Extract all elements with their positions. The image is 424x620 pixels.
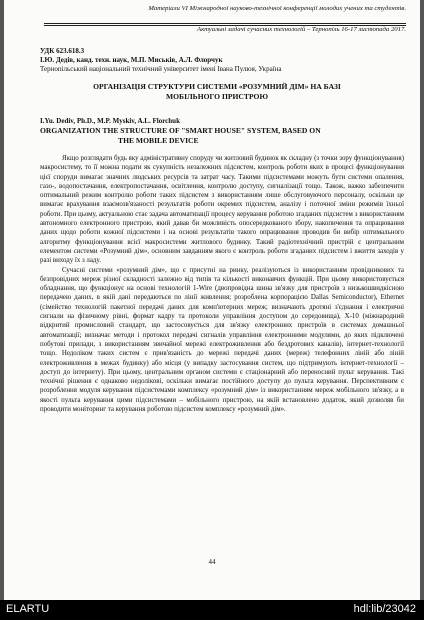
title-english-line-2: THE MOBILE DEVICE (118, 135, 199, 145)
repository-footer (0, 600, 424, 620)
handle-id: hdl:lib/23042 (353, 603, 416, 615)
header-line-2: Актуальні задачі сучасних технологій – Тернопіль 16-17 листопада 2017. (196, 26, 406, 33)
affiliation: Тернопільський національний технічний університет імені Івана Пулюя, Україна (40, 65, 282, 73)
header-line-1: Матеріали VI Міжнародної науково-технічної конференції молодих учених та студентів. (148, 5, 406, 12)
udk-code: УДК 623.618.3 (40, 47, 85, 55)
page-number: 44 (208, 558, 216, 566)
authors-english: I.Yu. Dediv, Ph.D., M.P. Myskiv, A.L. Florchuk (40, 117, 180, 125)
authors-ukrainian: І.Ю. Дедів, канд. техн. наук, М.П. Миськів, А.Л. Флорчук (40, 56, 223, 64)
title-ukrainian-line-2: МОБІЛЬНОГО ПРИСТРОЮ (165, 91, 269, 101)
paragraph-2: Сучасні системи «розумний дім», що є присутні на ринку, реалізуються із використанням провідникових та безпровідних мереж різної складності залежно від типів та кількості виконавчих функцій. При цьому використовується обладнання, що функціонує на основі технологій 1-Wire (двопровідна шина зв'язку для пристроїв з низькошвидкісною передачею даних, в якій дані передаються по лінії живлення; розроблена корпорацією Dallas Semiconductor), Ethernet (сімейство технологій пакетної передачі даних для комп'ютерних мереж; визначають дротяні з'єднання і електричні сигнали на фізичному рівні, формат кадру та протоколи управління доступом до середовища), X-10 (міжнародний відкритий промисловий стандарт, що застосовується для зв'язку електронних пристроїв в системах домашньої автоматизації; визначає методи і протокол передачі сигналів управління електронними модулями, до яких підключені побутові прилади, з використанням звичайної мережі електроживлення або бездротових каналів), інтернет-технології тощо. Недоліком таких систем є прив'язаність до мережі передачі даних (мереж) телефонних ліній або ліній електроживлення в межах будинку) або місця (у випадку застосування систем, що підтримують інтернет-технології – доступ до інтернету). При цьому, центральним органом системи є стаціонарний або переносний пульт керування. Такі технічні рішення є однаково недолікові, оскільки вимагає постійного доступу до пульта керування. Перспективним є розроблення модуля керування підсистемами комплексу «розумний дім» із використанням мереж мобільного зв'язку, а в якості пульта керування цими підсистемами – мобільного пристрою, на якій встановлено додаток, який дозволяв би проводити моніторинг та керування роботою підсистем комплексу «розумний дім». (40, 266, 404, 414)
body-text (40, 154, 404, 414)
title-ukrainian-line-1: ОРГАНІЗАЦІЯ СТРУКТУРИ СИСТЕМИ «РОЗУМНИЙ ДІМ» НА БАЗІ (93, 82, 341, 91)
header-rule-top (44, 23, 406, 24)
repository-name: ELARTU (6, 603, 50, 615)
title-ukrainian (44, 82, 390, 101)
document-page (4, 0, 420, 600)
title-english (40, 126, 404, 145)
paragraph-1: Якщо розглядати будь яку адміністративну споруду чи житловий будинок як складну (з точки зору функціонування) макросистему, то її можна подати як сукупність незалежних підсистем, контроль роботи яких в процесі функціонування цієї споруди вимагає значних людських ресурсів та затрат часу. Такими підсистемами можуть бути системи опалення, газо-, водопостачання, електропостачання, освітлення, контролю доступу, сигналізації тощо. Також, важко забезпечити оптимальний режим контролю роботи таких підсистем з використанням лише обслуговуючого персоналу, оскільки це вимагає врахування взаємозв'язаності результатів роботи окремих підсистем, аналізу і поточної зміни режимів їхньої роботи. При цьому, актуальною стає задача автоматизації процесу керування роботою згаданих підсистем з використанням автономного електронного пристрою, який давав би можливість опосередкованого збору, накопичення та опрацювання даних щодо роботи кожної підсистеми і на основі результатів такого опрацювання проводив би вибір оптимального алгоритму функціонування всієї макросистеми житлового будинку. Такий радіотехнічний пристрій є центральним елементом системи «Розумний дім», основним завданням якого є контроль роботи згаданих підсистем і вжиття заходів у разі виходу їх з ладу. (40, 155, 404, 265)
title-english-line-1: ORGANIZATION THE STRUCTURE OF "SMART HOUSE" SYSTEM, BASED ON (40, 126, 321, 135)
conference-header (44, 4, 406, 44)
